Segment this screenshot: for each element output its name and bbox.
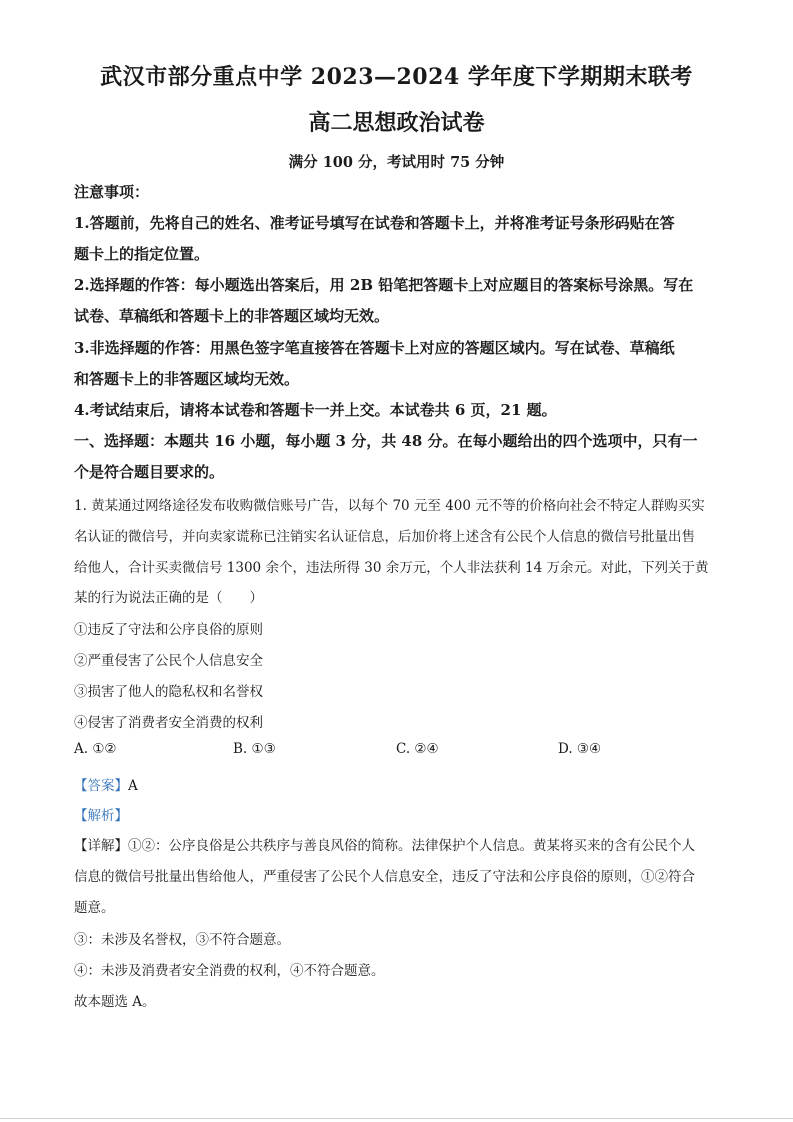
- option-b: B. ①③: [233, 741, 276, 757]
- answer-value: A: [128, 778, 138, 794]
- question-stem: 给他人，合计买卖微信号 1300 余个，违法所得 30 余万元，个人非法获利 14 万余元。对此，下列关于黄: [74, 560, 709, 576]
- statement-item: ③损害了他人的隐私权和名誉权: [74, 684, 263, 700]
- detail-label: 【详解】: [74, 838, 128, 854]
- option-c: C. ②④: [396, 741, 439, 757]
- analysis-line: ③：未涉及名誉权，③不符合题意。: [74, 932, 290, 948]
- analysis-line: 信息的微信号批量出售给他人，严重侵害了公民个人信息安全，违反了守法和公序良俗的原则，①②符合: [74, 869, 695, 885]
- exam-meta: 满分 100 分，考试用时 75 分钟: [288, 154, 505, 171]
- option-d: D. ③④: [558, 741, 602, 757]
- detail-text: ①②：公序良俗是公共秩序与善良风俗的简称。法律保护个人信息。黄某将买来的含有公民个人: [128, 838, 695, 854]
- notice-line: 4.考试结束后，请将本试卷和答题卡一并上交。本试卷共 6 页，21 题。: [74, 401, 557, 419]
- statement-item: ④侵害了消费者安全消费的权利: [74, 715, 263, 731]
- exam-subtitle: 高二思想政治试卷: [308, 110, 485, 136]
- analysis-line: 题意。: [74, 900, 115, 916]
- section-heading: 个是符合题目要求的。: [74, 463, 225, 481]
- question-stem: 1. 黄某通过网络途径发布收购微信账号广告，以每个 70 元至 400 元不等的价格向社会不特定人群购买实: [74, 498, 705, 514]
- notice-line: 3.非选择题的作答：用黑色签字笔直接答在答题卡上对应的答题区域内。写在试卷、草稿纸: [74, 339, 675, 357]
- section-heading: 一、选择题：本题共 16 小题，每小题 3 分，共 48 分。在每小题给出的四个选项中，只有一: [74, 432, 698, 450]
- notice-line: 试卷、草稿纸和答题卡上的非答题区域均无效。: [74, 307, 390, 325]
- option-a: A. ①②: [74, 741, 117, 757]
- statement-item: ①违反了守法和公序良俗的原则: [74, 622, 263, 638]
- analysis-label: 【解析】: [74, 808, 128, 824]
- analysis-line: 故本题选 A。: [74, 994, 156, 1010]
- answer-row: [74, 774, 138, 794]
- notice-line: 题卡上的指定位置。: [74, 245, 210, 263]
- notice-line: 2.选择题的作答：每小题选出答案后，用 2B 铅笔把答题卡上对应题目的答案标号涂黑。写在: [74, 276, 694, 294]
- analysis-line: [74, 834, 695, 854]
- question-stem: 名认证的微信号，并向卖家谎称已注销实名认证信息，后加价将上述含有公民个人信息的微信号批量出售: [74, 529, 695, 545]
- question-stem: 某的行为说法正确的是（ ）: [74, 590, 263, 606]
- answer-label: 【答案】: [74, 778, 128, 794]
- notice-line: 1.答题前，先将自己的姓名、准考证号填写在试卷和答题卡上，并将准考证号条形码贴在答: [74, 214, 675, 232]
- notice-line: 和答题卡上的非答题区域均无效。: [74, 370, 300, 388]
- analysis-line: ④：未涉及消费者安全消费的权利，④不符合题意。: [74, 963, 385, 979]
- exam-title: 武汉市部分重点中学 2023—2024 学年度下学期期末联考: [100, 64, 693, 90]
- statement-item: ②严重侵害了公民个人信息安全: [74, 653, 263, 669]
- page-bottom-divider: [0, 1118, 793, 1119]
- notice-heading: 注意事项：: [74, 183, 150, 201]
